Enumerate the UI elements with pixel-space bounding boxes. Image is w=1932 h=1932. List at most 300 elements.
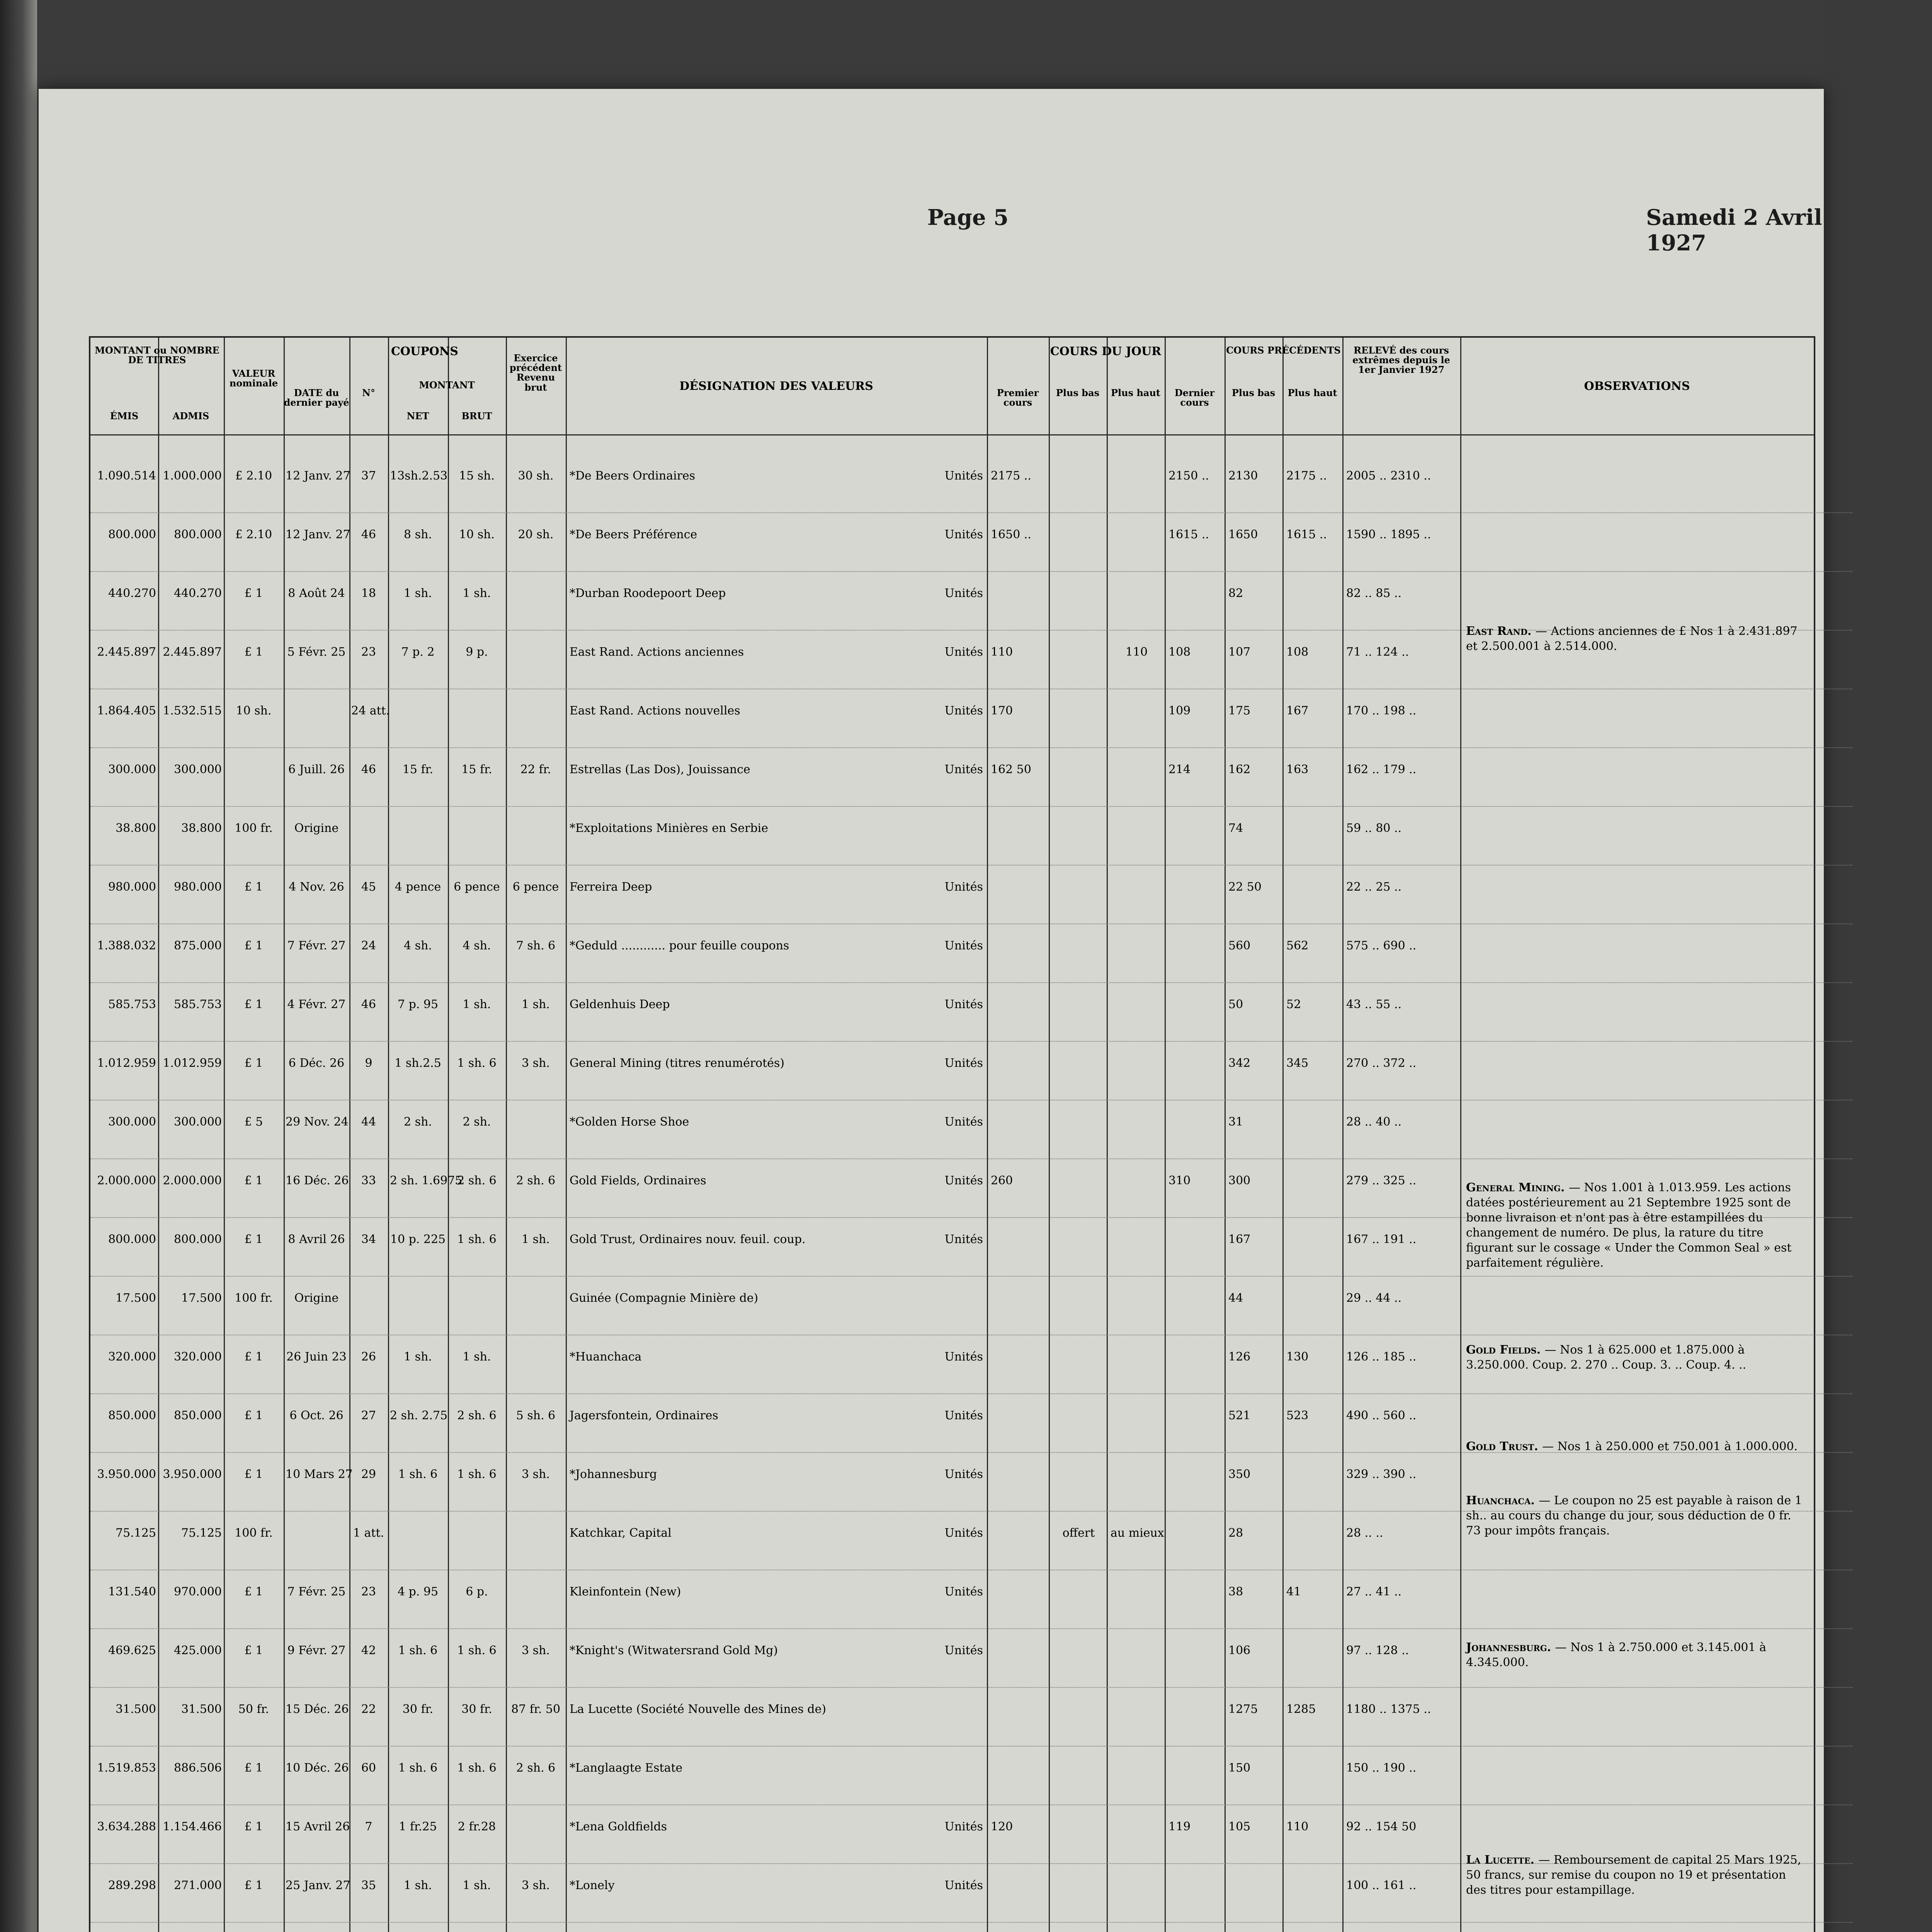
- cell-releve: 1590 .. 1895 ..: [1346, 528, 1431, 541]
- cell-emis: 2.000.000: [97, 1174, 156, 1187]
- cell-dernier: 2150 ..: [1168, 469, 1209, 483]
- cell-unit: Unités: [944, 1115, 983, 1129]
- cell-net: 1 fr.25: [399, 1820, 437, 1833]
- row-separator: [90, 1041, 1852, 1042]
- cell-valeur: £ 1: [244, 1174, 263, 1187]
- cell-releve: 279 .. 325 ..: [1346, 1174, 1417, 1187]
- cell-valeur: 100 fr.: [235, 1291, 273, 1305]
- cell-pbas: 342: [1228, 1056, 1251, 1070]
- col-cours-jour: COURS DU JOUR: [1050, 345, 1162, 358]
- cell-premier: 260: [991, 1174, 1013, 1187]
- cell-admis: 440.270: [173, 587, 222, 600]
- cell-dernier: 109: [1168, 704, 1191, 718]
- cell-releve: 329 .. 390 ..: [1346, 1468, 1417, 1481]
- cell-exercice: 3 sh.: [522, 1468, 550, 1481]
- cell-pbas: 22 50: [1228, 880, 1262, 894]
- cell-net: 2 sh. 2.75: [390, 1409, 448, 1422]
- cell-unit: Unités: [944, 880, 983, 894]
- cell-pbas: 175: [1228, 704, 1251, 718]
- cell-exercice: 3 sh.: [522, 1644, 550, 1657]
- cell-valeur: £ 1: [244, 645, 263, 659]
- cell-admis: 271.000: [173, 1879, 222, 1892]
- cell-pbas: 162: [1228, 763, 1251, 776]
- observation-note: [1466, 1852, 1806, 1898]
- cell-admis: 886.506: [173, 1761, 222, 1775]
- cell-releve: 28 .. ..: [1346, 1526, 1383, 1540]
- cell-valeur: £ 1: [244, 1350, 263, 1364]
- cell-date: 10 Mars 27: [286, 1468, 353, 1481]
- cell-date: Origine: [294, 821, 339, 835]
- cell-brut: 4 sh.: [463, 939, 491, 952]
- col-admis: ADMIS: [172, 410, 209, 422]
- cell-releve: 29 .. 44 ..: [1346, 1291, 1402, 1305]
- cell-brut: 1 sh. 6: [457, 1056, 497, 1070]
- observation-note: [1466, 1439, 1806, 1454]
- cell-net: 1 sh.: [404, 587, 432, 600]
- cell-pbas: 300: [1228, 1174, 1251, 1187]
- cell-emis: 2.445.897: [97, 645, 156, 659]
- cell-designation: Ferreira Deep: [570, 880, 652, 894]
- cell-phaut: 110: [1286, 1820, 1309, 1833]
- cell-num: 46: [361, 528, 376, 541]
- col-designation: DÉSIGNATION DES VALEURS: [679, 379, 873, 393]
- cell-dernier: 1615 ..: [1168, 528, 1209, 541]
- cell-designation: *Knight's (Witwatersrand Gold Mg): [570, 1644, 778, 1657]
- cell-admis: 38.800: [181, 821, 222, 835]
- col-releve: RELEVÉ des cours extrêmes depuis le 1er Janvier 1927: [1352, 345, 1450, 376]
- cell-pbas: 1275: [1228, 1702, 1258, 1716]
- cell-brut: 2 sh. 6: [457, 1174, 497, 1187]
- cell-designation: Geldenhuis Deep: [570, 998, 670, 1011]
- cell-date: 5 Févr. 25: [287, 645, 346, 659]
- cell-date: 15 Avril 26: [286, 1820, 350, 1833]
- cell-net: 4 p. 95: [397, 1585, 439, 1599]
- cell-releve: 27 .. 41 ..: [1346, 1585, 1402, 1599]
- cell-admis: 2.000.000: [163, 1174, 222, 1187]
- cell-net: 30 fr.: [402, 1702, 434, 1716]
- observation-title: Johannesburg.: [1466, 1641, 1555, 1654]
- cell-unit: Unités: [944, 1644, 983, 1657]
- cell-emis: 800.000: [108, 528, 156, 541]
- cell-valeur: 100 fr.: [235, 821, 273, 835]
- cell-designation: Gold Fields, Ordinaires: [570, 1174, 706, 1187]
- cell-valeur: £ 5: [244, 1115, 263, 1129]
- observation-text: — Nos 1.001 à 1.013.959. Les actions datées postérieurement au 21 Septembre 1925 sont de bonne livraison et n'ont pas à être estampillées du changement de numéro. De plus, la rature du titre figurant sur le cossage « Under the Common Seal » est parfaitement régulière.: [1466, 1181, 1792, 1270]
- cell-date: 8 Avril 26: [288, 1233, 345, 1246]
- cell-pbas: 38: [1228, 1585, 1243, 1599]
- row-separator: [90, 1804, 1852, 1805]
- cell-exercice: 2 sh. 6: [516, 1174, 556, 1187]
- cell-unit: Unités: [944, 528, 983, 541]
- cell-admis: 850.000: [173, 1409, 222, 1422]
- cell-num: 24: [361, 939, 376, 952]
- observation-title: East Rand.: [1466, 624, 1536, 638]
- right-background: [1824, 0, 1932, 1932]
- cell-valeur: £ 1: [244, 1644, 263, 1657]
- cell-pbas: 126: [1228, 1350, 1251, 1364]
- cell-num: 9: [365, 1056, 372, 1070]
- cell-net: 10 p. 225: [390, 1233, 446, 1246]
- observation-text: — Nos 1 à 2.750.000 et 3.145.001 à 4.345.000.: [1466, 1641, 1767, 1669]
- cell-unit: Unités: [944, 763, 983, 776]
- cell-num: 26: [361, 1350, 376, 1364]
- observation-text: — Le coupon no 25 est payable à raison de 1 sh.. au cours du change du jour, sous déduction de 0 fr. 73 pour impôts français.: [1466, 1494, 1802, 1537]
- cell-admis: 585.753: [173, 998, 222, 1011]
- cell-pbas: 167: [1228, 1233, 1251, 1246]
- page-date: Samedi 2 Avril 1927: [1646, 205, 1822, 256]
- cell-exercice: 20 sh.: [518, 528, 554, 541]
- cell-releve: 22 .. 25 ..: [1346, 880, 1402, 894]
- cell-phaut: 562: [1286, 939, 1309, 952]
- cell-phaut: 108: [1286, 645, 1309, 659]
- cell-emis: 850.000: [108, 1409, 156, 1422]
- row-separator: [90, 806, 1852, 807]
- cell-brut: 30 fr.: [461, 1702, 492, 1716]
- cell-pbas: 150: [1228, 1761, 1251, 1775]
- cell-releve: 270 .. 372 ..: [1346, 1056, 1417, 1070]
- cell-unit: Unités: [944, 1350, 983, 1364]
- col-brut: BRUT: [461, 410, 492, 422]
- cell-bas: offert: [1062, 1526, 1095, 1540]
- cell-emis: 800.000: [108, 1233, 156, 1246]
- cell-emis: 980.000: [108, 880, 156, 894]
- cell-valeur: £ 1: [244, 939, 263, 952]
- cell-exercice: 5 sh. 6: [516, 1409, 556, 1422]
- row-separator: [90, 1687, 1852, 1688]
- cell-valeur: £ 1: [244, 1233, 263, 1246]
- cell-unit: Unités: [944, 587, 983, 600]
- cell-phaut: 163: [1286, 763, 1309, 776]
- row-separator: [90, 865, 1852, 866]
- cell-admis: 75.125: [181, 1526, 222, 1540]
- cell-releve: 490 .. 560 ..: [1346, 1409, 1417, 1422]
- observation-text: — Actions anciennes de £ Nos 1 à 2.431.897 et 2.500.001 à 2.514.000.: [1466, 624, 1798, 653]
- cell-emis: 320.000: [108, 1350, 156, 1364]
- left-binding-strip: [0, 0, 37, 1932]
- cell-num: 24 att.: [351, 704, 390, 718]
- cell-dernier: 214: [1168, 763, 1191, 776]
- cell-num: 1 att.: [353, 1526, 384, 1540]
- cell-premier: 162 50: [991, 763, 1031, 776]
- cell-valeur: £ 1: [244, 1468, 263, 1481]
- cell-valeur: £ 1: [244, 1056, 263, 1070]
- cell-date: 6 Oct. 26: [289, 1409, 344, 1422]
- cell-brut: 15 fr.: [461, 763, 492, 776]
- cell-designation: Guinée (Compagnie Minière de): [570, 1291, 759, 1305]
- cell-pbas: 82: [1228, 587, 1243, 600]
- cell-num: 7: [365, 1820, 372, 1833]
- col-net: NET: [406, 410, 429, 422]
- cell-pbas: 560: [1228, 939, 1251, 952]
- cell-releve: 28 .. 40 ..: [1346, 1115, 1402, 1129]
- observation-title: La Lucette.: [1466, 1853, 1539, 1867]
- cell-releve: 59 .. 80 ..: [1346, 821, 1402, 835]
- cell-num: 18: [361, 587, 376, 600]
- observation-text: — Nos 1 à 250.000 et 750.001 à 1.000.000.: [1542, 1440, 1798, 1453]
- cell-designation: *Lena Goldfields: [570, 1820, 667, 1833]
- cell-admis: 1.012.959: [163, 1056, 222, 1070]
- cell-exercice: 7 sh. 6: [516, 939, 556, 952]
- col-valeur: VALEUR nominale: [229, 368, 278, 389]
- cell-net: 1 sh. 6: [398, 1468, 438, 1481]
- cell-num: 60: [361, 1761, 376, 1775]
- cell-date: 12 Janv. 27: [286, 528, 350, 541]
- cell-pbas: 2130: [1228, 469, 1258, 483]
- col-date: DATE du dernier payé: [284, 387, 349, 408]
- row-separator: [90, 923, 1852, 924]
- observation-title: General Mining.: [1466, 1181, 1569, 1194]
- cell-haut: au mieux: [1111, 1526, 1164, 1540]
- cell-premier: 110: [991, 645, 1013, 659]
- cell-pbas: 106: [1228, 1644, 1251, 1657]
- observation-title: Gold Trust.: [1466, 1440, 1543, 1453]
- cell-brut: 9 p.: [466, 645, 488, 659]
- cell-designation: Estrellas (Las Dos), Jouissance: [570, 763, 750, 776]
- cell-admis: 980.000: [173, 880, 222, 894]
- cell-emis: 131.540: [108, 1585, 156, 1599]
- cell-date: 26 Juin 23: [286, 1350, 347, 1364]
- cell-net: 2 sh. 1.6975: [390, 1174, 463, 1187]
- cell-valeur: 100 fr.: [235, 1526, 273, 1540]
- cell-brut: 10 sh.: [459, 528, 495, 541]
- cell-exercice: 1 sh.: [522, 998, 550, 1011]
- cell-brut: 2 fr.28: [457, 1820, 496, 1833]
- cell-emis: 1.388.032: [97, 939, 156, 952]
- cell-phaut: 130: [1286, 1350, 1309, 1364]
- cell-brut: 1 sh. 6: [457, 1468, 497, 1481]
- observation-note: [1466, 624, 1806, 654]
- cell-pbas: 44: [1228, 1291, 1243, 1305]
- cell-date: 10 Déc. 26: [286, 1761, 349, 1775]
- cell-premier: 1650 ..: [991, 528, 1031, 541]
- cell-net: 1 sh. 6: [398, 1644, 438, 1657]
- cell-emis: 75.125: [116, 1526, 156, 1540]
- cell-admis: 17.500: [181, 1291, 222, 1305]
- cell-exercice: 1 sh.: [522, 1233, 550, 1246]
- cell-admis: 2.445.897: [163, 645, 222, 659]
- cell-date: 16 Déc. 26: [286, 1174, 349, 1187]
- cell-emis: 3.950.000: [97, 1468, 156, 1481]
- cell-valeur: £ 1: [244, 998, 263, 1011]
- cell-releve: 167 .. 191 ..: [1346, 1233, 1417, 1246]
- cell-num: 23: [361, 645, 376, 659]
- cell-num: 45: [361, 880, 376, 894]
- row-separator: [90, 1922, 1852, 1923]
- cell-phaut: 41: [1286, 1585, 1301, 1599]
- cell-designation: East Rand. Actions nouvelles: [570, 704, 740, 718]
- cell-releve: 71 .. 124 ..: [1346, 645, 1409, 659]
- cell-exercice: 2 sh. 6: [516, 1761, 556, 1775]
- cell-brut: 15 sh.: [459, 469, 495, 483]
- cell-pbas: 1650: [1228, 528, 1258, 541]
- cell-emis: 1.090.514: [97, 469, 156, 483]
- cell-designation: *Geduld ............ pour feuille coupons: [570, 939, 789, 952]
- row-separator: [90, 1276, 1852, 1277]
- cell-brut: 1 sh.: [463, 587, 491, 600]
- cell-unit: Unités: [944, 1409, 983, 1422]
- col-dernier: Dernier cours: [1174, 387, 1215, 408]
- cell-emis: 300.000: [108, 1115, 156, 1129]
- cell-emis: 585.753: [108, 998, 156, 1011]
- cell-net: 13sh.2.53: [390, 469, 448, 483]
- cell-brut: 6 p.: [466, 1585, 488, 1599]
- cell-releve: 82 .. 85 ..: [1346, 587, 1402, 600]
- cell-admis: 425.000: [173, 1644, 222, 1657]
- row-separator: [90, 747, 1852, 748]
- row-separator: [90, 982, 1852, 983]
- cell-unit: Unités: [944, 998, 983, 1011]
- cell-brut: 1 sh. 6: [457, 1761, 497, 1775]
- cell-num: 27: [361, 1409, 376, 1422]
- col-montant-nombre: MONTANT ou NOMBRE DE TITRES: [95, 345, 219, 366]
- cell-valeur: 50 fr.: [238, 1702, 269, 1716]
- cell-valeur: £ 1: [244, 880, 263, 894]
- cell-brut: 6 pence: [454, 880, 500, 894]
- col-num: N°: [362, 387, 375, 398]
- cell-haut: 110: [1125, 645, 1148, 659]
- cell-exercice: 6 pence: [512, 880, 559, 894]
- stock-table: [89, 336, 1815, 1932]
- cell-net: 7 p. 2: [401, 645, 435, 659]
- cell-releve: 162 .. 179 ..: [1346, 763, 1417, 776]
- cell-releve: 100 .. 161 ..: [1346, 1879, 1417, 1892]
- cell-emis: 1.519.853: [97, 1761, 156, 1775]
- cell-releve: 170 .. 198 ..: [1346, 704, 1417, 718]
- cell-emis: 1.012.959: [97, 1056, 156, 1070]
- cell-net: 1 sh. 6: [398, 1761, 438, 1775]
- row-separator: [90, 1746, 1852, 1747]
- cell-phaut: 167: [1286, 704, 1309, 718]
- cell-pbas: 105: [1228, 1820, 1251, 1833]
- cell-date: 8 Août 24: [288, 587, 345, 600]
- cell-designation: *Johannesburg: [570, 1468, 657, 1481]
- cell-num: 44: [361, 1115, 376, 1129]
- cell-releve: 126 .. 185 ..: [1346, 1350, 1417, 1364]
- cell-admis: 800.000: [173, 1233, 222, 1246]
- observation-note: [1466, 1342, 1806, 1372]
- observation-note: [1466, 1640, 1806, 1670]
- cell-pbas: 74: [1228, 821, 1243, 835]
- observation-text: — Remboursement de capital 25 Mars 1925, 50 francs, sur remise du coupon no 19 et présentation des titres pour estampillage.: [1466, 1853, 1801, 1897]
- cell-pbas: 107: [1228, 645, 1251, 659]
- cell-designation: *Golden Horse Shoe: [570, 1115, 689, 1129]
- observation-title: Gold Fields.: [1466, 1343, 1545, 1357]
- cell-releve: 43 .. 55 ..: [1346, 998, 1402, 1011]
- cell-unit: Unités: [944, 1174, 983, 1187]
- cell-net: 4 pence: [395, 880, 441, 894]
- cell-brut: 2 sh.: [463, 1115, 491, 1129]
- cell-num: 33: [361, 1174, 376, 1187]
- cell-admis: 800.000: [173, 528, 222, 541]
- cell-exercice: 87 fr. 50: [511, 1702, 561, 1716]
- observation-note: [1466, 1180, 1806, 1270]
- cell-premier: 120: [991, 1820, 1013, 1833]
- cell-valeur: £ 1: [244, 1761, 263, 1775]
- cell-designation: La Lucette (Société Nouvelle des Mines de): [570, 1702, 827, 1716]
- cell-dernier: 119: [1168, 1820, 1191, 1833]
- cell-pbas: 50: [1228, 998, 1243, 1011]
- cell-date: 7 Févr. 27: [287, 939, 346, 952]
- cell-phaut: 2175 ..: [1286, 469, 1327, 483]
- cell-date: 25 Janv. 27: [286, 1879, 350, 1892]
- cell-emis: 300.000: [108, 763, 156, 776]
- cell-designation: Katchkar, Capital: [570, 1526, 672, 1540]
- row-separator: [90, 512, 1852, 513]
- observation-text: — Nos 1 à 625.000 et 1.875.000 à 3.250.000. Coup. 2. 270 .. Coup. 3. .. Coup. 4. ..: [1466, 1343, 1747, 1372]
- cell-phaut: 345: [1286, 1056, 1309, 1070]
- cell-designation: *Durban Roodepoort Deep: [570, 587, 726, 600]
- cell-brut: 2 sh. 6: [457, 1409, 497, 1422]
- cell-emis: 289.298: [108, 1879, 156, 1892]
- cell-brut: 1 sh. 6: [457, 1233, 497, 1246]
- cell-admis: 1.532.515: [163, 704, 222, 718]
- cell-admis: 300.000: [173, 763, 222, 776]
- cell-net: 1 sh.: [404, 1879, 432, 1892]
- cell-admis: 970.000: [173, 1585, 222, 1599]
- cell-date: 4 Févr. 27: [287, 998, 346, 1011]
- cell-unit: Unités: [944, 645, 983, 659]
- cell-designation: *Huanchaca: [570, 1350, 642, 1364]
- row-separator: [90, 1393, 1852, 1394]
- cell-admis: 300.000: [173, 1115, 222, 1129]
- col-montant: MONTANT: [419, 379, 475, 391]
- cell-num: 29: [361, 1468, 376, 1481]
- col-coupons: COUPONS: [391, 345, 458, 358]
- cell-valeur: £ 2.10: [235, 528, 272, 541]
- cell-designation: *Langlaagte Estate: [570, 1761, 683, 1775]
- cell-releve: 1180 .. 1375 ..: [1346, 1702, 1431, 1716]
- cell-emis: 38.800: [116, 821, 156, 835]
- cell-num: 35: [361, 1879, 376, 1892]
- cell-phaut: 1615 ..: [1286, 528, 1327, 541]
- cell-admis: 31.500: [181, 1702, 222, 1716]
- cell-valeur: £ 1: [244, 1585, 263, 1599]
- cell-dernier: 310: [1168, 1174, 1191, 1187]
- cell-net: 1 sh.2.5: [395, 1056, 441, 1070]
- cell-unit: Unités: [944, 939, 983, 952]
- cell-date: 6 Déc. 26: [288, 1056, 345, 1070]
- cell-date: 29 Nov. 24: [286, 1115, 349, 1129]
- cell-phaut: 523: [1286, 1409, 1309, 1422]
- cell-unit: Unités: [944, 1056, 983, 1070]
- page-number: Page 5: [927, 205, 1009, 230]
- row-separator: [90, 1628, 1852, 1629]
- cell-date: 12 Janv. 27: [286, 469, 350, 483]
- cell-designation: General Mining (titres renumérotés): [570, 1056, 785, 1070]
- cell-admis: 3.950.000: [163, 1468, 222, 1481]
- cell-net: 2 sh.: [404, 1115, 432, 1129]
- cell-designation: Jagersfontein, Ordinaires: [570, 1409, 718, 1422]
- col-plus-bas: Plus bas: [1056, 387, 1100, 398]
- observation-note: [1466, 1493, 1806, 1538]
- cell-date: 4 Nov. 26: [289, 880, 344, 894]
- cell-emis: 17.500: [116, 1291, 156, 1305]
- cell-unit: Unités: [944, 1526, 983, 1540]
- cell-designation: *Lonely: [570, 1879, 615, 1892]
- cell-designation: *De Beers Préférence: [570, 528, 697, 541]
- cell-designation: East Rand. Actions anciennes: [570, 645, 744, 659]
- row-separator: [90, 1158, 1852, 1159]
- cell-brut: 1 sh. 6: [457, 1644, 497, 1657]
- col-exercice: Exercice précédent Revenu brut: [509, 352, 562, 393]
- cell-valeur: £ 2.10: [235, 469, 272, 483]
- cell-date: 6 Juill. 26: [288, 763, 345, 776]
- cell-premier: 170: [991, 704, 1013, 718]
- cell-num: 37: [361, 469, 376, 483]
- cell-net: 8 sh.: [404, 528, 432, 541]
- cell-valeur: £ 1: [244, 1409, 263, 1422]
- cell-brut: 1 sh.: [463, 1350, 491, 1364]
